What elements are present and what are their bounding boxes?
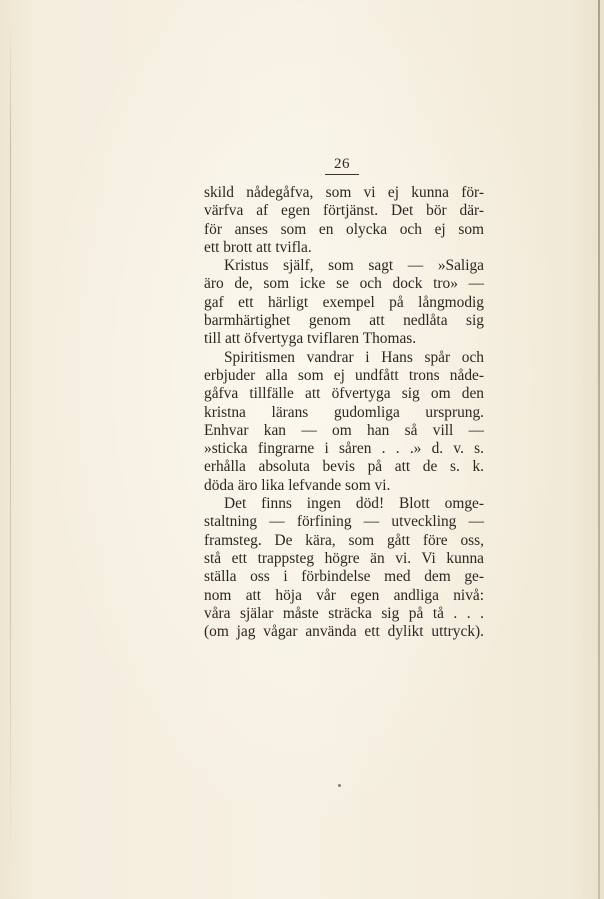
page-number-rule: [325, 174, 359, 175]
text-line: Kristus själf, som sagt — »Saliga: [224, 257, 484, 275]
text-line: kristna lärans gudomliga ursprung.: [204, 403, 484, 421]
text-line: döda äro lika lefvande som vi.: [204, 476, 391, 494]
body-text: [204, 184, 484, 641]
text-line: till att öfvertyga tviflaren Thomas.: [204, 330, 417, 348]
text-line: erbjuder alla som ej undfått trons nåde-: [204, 366, 484, 384]
text-line: stå ett trappsteg högre än vi. Vi kunna: [204, 549, 484, 567]
text-line: gaf ett härligt exempel på långmodig: [204, 293, 484, 311]
text-line: (om jag vågar använda ett dylikt uttryck).: [204, 623, 484, 641]
text-line: Spiritismen vandrar i Hans spår och: [224, 348, 484, 366]
text-line: erhålla absoluta bevis på att de s. k.: [204, 458, 484, 476]
text-line: ett brott att tvifla.: [204, 238, 312, 256]
text-line: äro de, som icke se och dock tro» —: [204, 275, 484, 293]
page-number: 26: [334, 156, 350, 172]
text-line: ställa oss i förbindelse med dem ge-: [204, 568, 484, 586]
page-left-edge: [10, 20, 11, 870]
text-line: Enhvar kan — om han så vill —: [204, 421, 484, 439]
text-line: »sticka fingrarne i såren . . .» d. v. s.: [204, 440, 484, 458]
text-line: för anses som en olycka och ej som: [204, 220, 484, 238]
text-line: nom att höja vår egen andliga nivå:: [204, 586, 484, 604]
page-right-edge: [598, 0, 600, 899]
text-line: skild nådegåfva, som vi ej kunna för-: [204, 184, 484, 201]
text-line: framsteg. De kära, som gått före oss,: [204, 531, 484, 549]
page-header: [322, 156, 362, 175]
text-line: värfva af egen förtjänst. Det bör där-: [204, 202, 484, 220]
text-line: Det finns ingen död! Blott omge-: [224, 495, 484, 513]
text-line: våra själar måste sträcka sig på tå . . .: [204, 604, 484, 622]
text-line: staltning — förfining — utveckling —: [204, 513, 484, 531]
text-line: barmhärtighet genom att nedlåta sig: [204, 312, 484, 330]
text-line: gåfva tillfälle att öfvertyga sig om den: [204, 385, 484, 403]
paper-speck: [338, 784, 341, 787]
